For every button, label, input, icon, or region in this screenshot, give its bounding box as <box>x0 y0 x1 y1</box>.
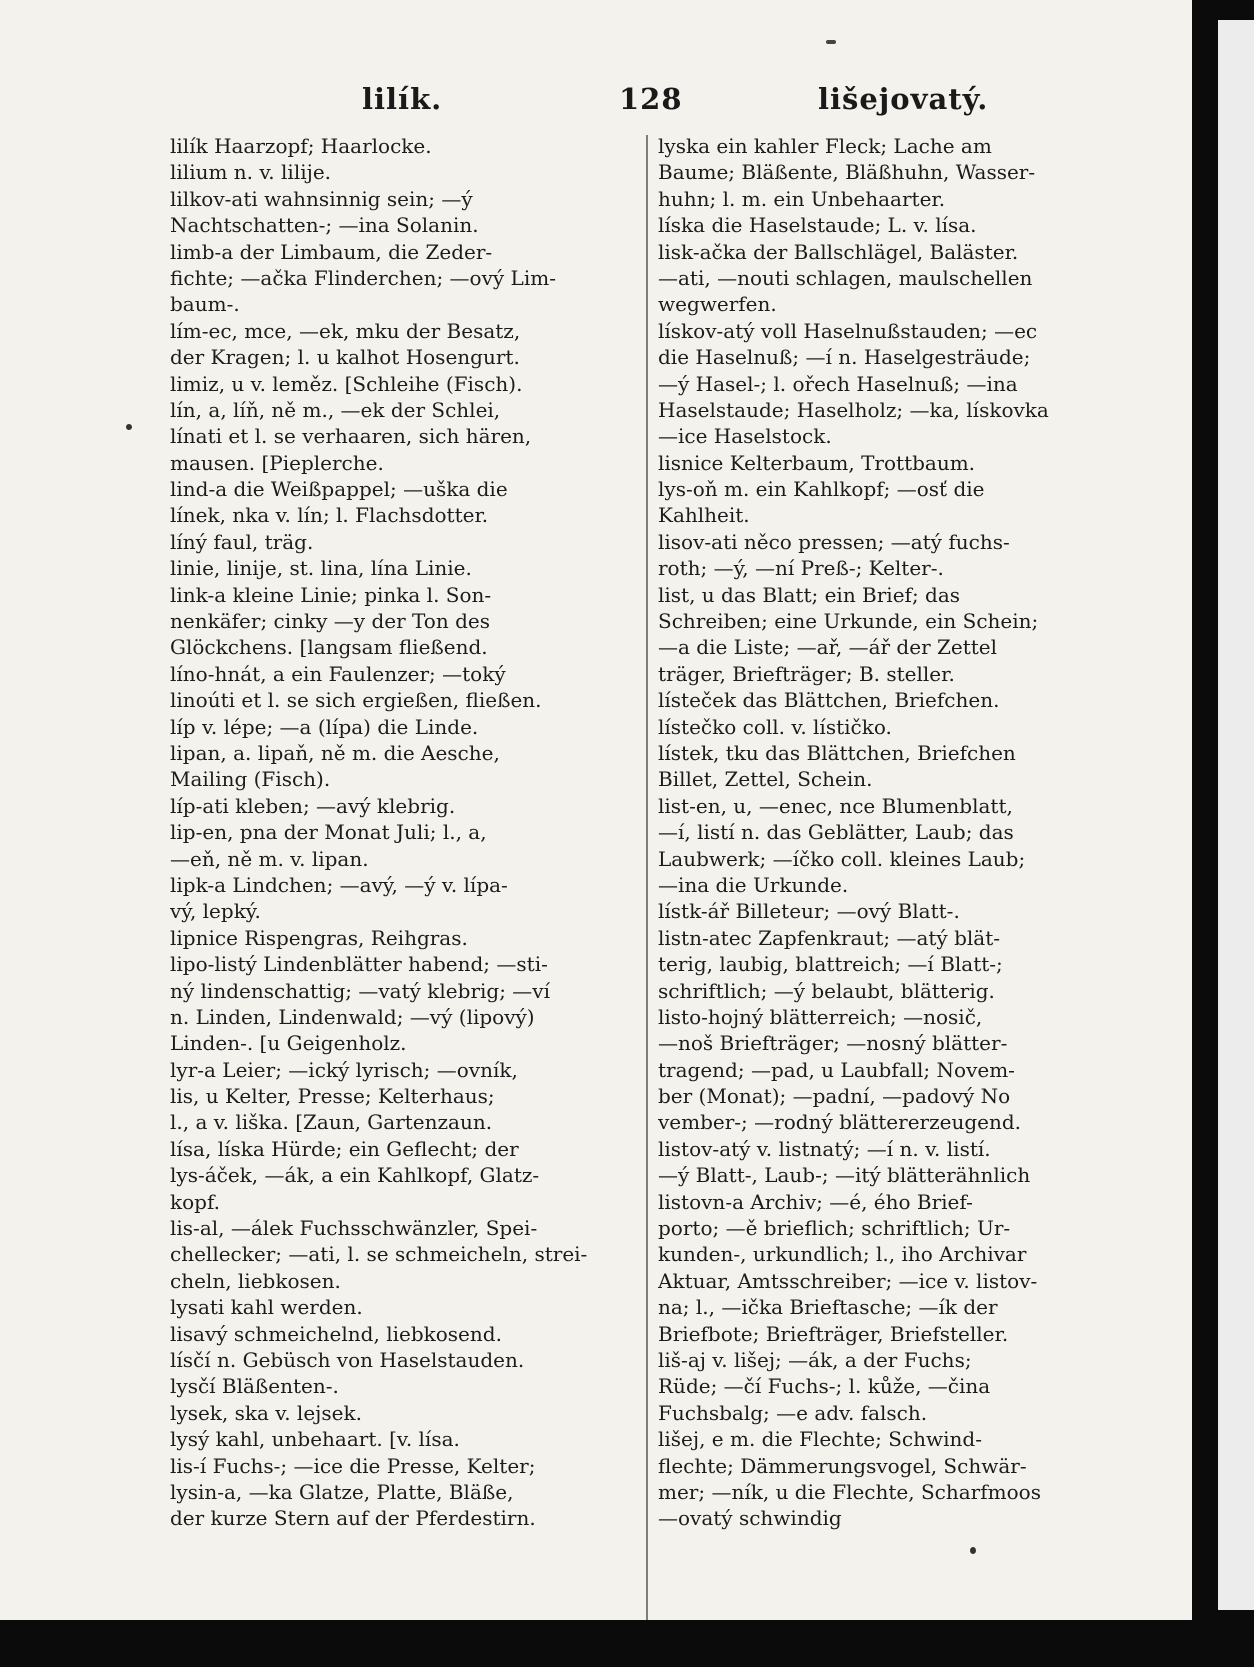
entry-line: kopf. <box>170 1189 221 1214</box>
entry-line: wegwerfen. <box>658 292 777 317</box>
entry-line: limb-a der Limbaum, die Zeder- <box>170 239 493 264</box>
entry-line: baum-. <box>170 292 240 317</box>
entry-line: lis-í Fuchs-; —ice die Presse, Kelter; <box>170 1453 536 1478</box>
right-running-headword: lišejovatý. <box>818 82 989 116</box>
entry-line: na; l., —ička Brieftasche; —ík der <box>658 1295 998 1320</box>
facing-page-edge <box>1192 0 1254 1667</box>
entry-line: lipan, a. lipaň, ně m. die Aesche, <box>170 740 500 765</box>
entry-line: lysin-a, —ka Glatze, Platte, Bläße, <box>170 1479 514 1504</box>
entry-line: listo-hojný blätterreich; —nosič, <box>658 1004 983 1029</box>
entry-line: ber (Monat); —padní, —padový No <box>658 1084 1011 1109</box>
entry-line: Fuchsbalg; —e adv. falsch. <box>658 1400 928 1425</box>
entry-line: —noš Briefträger; —nosný blätter- <box>658 1031 1008 1056</box>
entry-line: lilkov-ati wahnsinnig sein; —ý <box>170 186 473 211</box>
entry-line: lysek, ska v. lejsek. <box>170 1400 362 1425</box>
entry-line: lísteček das Blättchen, Briefchen. <box>658 688 1000 713</box>
margin-speck <box>126 424 132 430</box>
entry-line: Baume; Bläßente, Bläßhuhn, Wasser- <box>658 160 1036 185</box>
page-number: 128 <box>619 82 683 116</box>
entry-line: —eň, ně m. v. lipan. <box>170 846 369 871</box>
entry-line: lisov-ati něco pressen; —atý fuchs- <box>658 529 1010 554</box>
entry-line: n. Linden, Lindenwald; —vý (lipový) <box>170 1004 535 1029</box>
entry-line: lisnice Kelterbaum, Trottbaum. <box>658 450 976 475</box>
entry-line: Laubwerk; —íčko coll. kleines Laub; <box>658 846 1026 871</box>
entry-line: lyr-a Leier; —ický lyrisch; —ovník, <box>170 1057 518 1082</box>
entry-line: lind-a die Weißpappel; —uška die <box>170 477 508 502</box>
margin-speck <box>970 1547 976 1554</box>
entry-line: Glöckchens. [langsam fließend. <box>170 635 488 660</box>
entry-line: tragend; —pad, u Laubfall; Novem- <box>658 1057 1015 1082</box>
entry-line: Schreiben; eine Urkunde, ein Schein; <box>658 609 1039 634</box>
entry-line: lísa, líska Hürde; ein Geflecht; der <box>170 1136 519 1161</box>
entry-line: Aktuar, Amtsschreiber; —ice v. listov- <box>658 1268 1038 1293</box>
entry-line: líný faul, träg. <box>170 529 314 554</box>
entry-line: kunden-, urkundlich; l., iho Archivar <box>658 1242 1027 1267</box>
entry-line: lístk-ář Billeteur; —ový Blatt-. <box>658 899 960 924</box>
entry-line: linoúti et l. se sich ergießen, fließen. <box>170 688 542 713</box>
entry-line: lysčí Bläßenten-. <box>170 1374 339 1399</box>
entry-line: flechte; Dämmerungsvogel, Schwär- <box>658 1453 1027 1478</box>
entry-line: lilium n. v. lilije. <box>170 160 332 185</box>
entry-line: lístečko coll. v. lístičko. <box>658 714 892 739</box>
entry-line: lím-ec, mce, —ek, mku der Besatz, <box>170 318 521 343</box>
entry-line: lišej, e m. die Flechte; Schwind- <box>658 1427 982 1452</box>
entry-line: linie, linije, st. lina, lína Linie. <box>170 556 472 581</box>
entry-line: —ati, —nouti schlagen, maulschellen <box>658 265 1033 290</box>
entry-line: nenkäfer; cinky —y der Ton des <box>170 609 490 634</box>
entry-line: Briefbote; Briefträger, Briefsteller. <box>658 1321 1009 1346</box>
entry-line: cheln, liebkosen. <box>170 1268 341 1293</box>
entry-line: lys-oň m. ein Kahlkopf; —osť die <box>658 477 985 502</box>
entry-line: lysý kahl, unbehaart. [v. lísa. <box>170 1427 460 1452</box>
entry-line: lis, u Kelter, Presse; Kelterhaus; <box>170 1084 495 1109</box>
column-divider <box>646 135 648 1620</box>
entry-line: mausen. [Pieplerche. <box>170 450 384 475</box>
entry-line: fichte; —ačka Flinderchen; —ový Lim- <box>170 265 556 290</box>
entry-line: lístek, tku das Blättchen, Briefchen <box>658 740 1016 765</box>
entry-line: terig, laubig, blattreich; —í Blatt-; <box>658 952 1003 977</box>
entry-line: Haselstaude; Haselholz; —ka, lískovka <box>658 397 1049 422</box>
entry-line: lisavý schmeichelnd, liebkosend. <box>170 1321 502 1346</box>
entry-line: —ice Haselstock. <box>658 424 832 449</box>
entry-line: Billet, Zettel, Schein. <box>658 767 873 792</box>
entry-line: mer; —ník, u die Flechte, Scharfmoos <box>658 1479 1041 1504</box>
entry-line: lipnice Rispengras, Reihgras. <box>170 925 468 950</box>
entry-line: lilík Haarzopf; Haarlocke. <box>170 134 432 158</box>
entry-line: l., a v. liška. [Zaun, Gartenzaun. <box>170 1110 493 1135</box>
entry-line: Kahlheit. <box>658 503 750 528</box>
entry-line: vember-; —rodný blättererzeugend. <box>658 1110 1022 1135</box>
entry-line: lyska ein kahler Fleck; Lache am <box>658 134 992 158</box>
scan-border <box>0 1620 1254 1667</box>
entry-line: listov-atý v. listnatý; —í n. v. listí. <box>658 1136 991 1161</box>
entry-line: lisk-ačka der Ballschlägel, Baläster. <box>658 239 1019 264</box>
entry-line: vý, lepký. <box>170 899 261 924</box>
entry-line: list-en, u, —enec, nce Blumenblatt, <box>658 793 1013 818</box>
entry-line: lys-áček, —ák, a ein Kahlkopf, Glatz- <box>170 1163 540 1188</box>
entry-line: liš-aj v. lišej; —ák, a der Fuchs; <box>658 1347 972 1372</box>
entry-line: roth; —ý, —ní Preß-; Kelter-. <box>658 556 944 581</box>
entry-line: list, u das Blatt; ein Brief; das <box>658 582 961 607</box>
entry-line: lysati kahl werden. <box>170 1295 363 1320</box>
entry-line: Mailing (Fisch). <box>170 767 331 792</box>
entry-line: limiz, u v. leměz. [Schleihe (Fisch). <box>170 371 523 396</box>
entry-line: línek, nka v. lín; l. Flachsdotter. <box>170 503 489 528</box>
entry-line: líska die Haselstaude; L. v. lísa. <box>658 213 977 238</box>
entry-line: Nachtschatten-; —ina Solanin. <box>170 213 479 238</box>
entry-line: lis-al, —álek Fuchsschwänzler, Spei- <box>170 1216 538 1241</box>
entry-line: Linden-. [u Geigenholz. <box>170 1031 407 1056</box>
entry-line: die Haselnuß; —í n. Haselgesträude; <box>658 345 1031 370</box>
left-running-headword: lilík. <box>362 82 443 116</box>
entry-line: lín, a, líň, ně m., —ek der Schlei, <box>170 397 501 422</box>
entry-line: der kurze Stern auf der Pferdestirn. <box>170 1506 536 1531</box>
entry-line: chellecker; —ati, l. se schmeicheln, strei- <box>170 1242 588 1267</box>
left-column <box>170 133 632 1532</box>
entry-line: —ý Blatt-, Laub-; —itý blätterähnlich <box>658 1163 1031 1188</box>
entry-line: lipk-a Lindchen; —avý, —ý v. lípa- <box>170 872 508 897</box>
entry-line: lip-en, pna der Monat Juli; l., a, <box>170 820 487 845</box>
entry-line: líno-hnát, a ein Faulenzer; —toký <box>170 661 506 686</box>
entry-line: huhn; l. m. ein Unbehaarter. <box>658 186 946 211</box>
entry-line: träger, Briefträger; B. steller. <box>658 661 955 686</box>
entry-line: ný lindenschattig; —vatý klebrig; —ví <box>170 978 550 1003</box>
entry-line: listovn-a Archiv; —é, ého Brief- <box>658 1189 973 1214</box>
entry-line: —í, listí n. das Geblätter, Laub; das <box>658 820 1014 845</box>
entry-line: —ovatý schwindig <box>658 1506 842 1531</box>
entry-line: —ý Hasel-; l. ořech Haselnuß; —ina <box>658 371 1018 396</box>
entry-line: —ina die Urkunde. <box>658 872 849 897</box>
entry-line: líp-ati kleben; —avý klebrig. <box>170 793 456 818</box>
entry-line: schriftlich; —ý belaubt, blätterig. <box>658 978 995 1003</box>
entry-line: der Kragen; l. u kalhot Hosengurt. <box>170 345 520 370</box>
scan-speck <box>826 40 836 44</box>
entry-line: Rüde; —čí Fuchs-; l. kůže, —čina <box>658 1374 991 1399</box>
entry-line: líp v. lépe; —a (lípa) die Linde. <box>170 714 479 739</box>
entry-line: lísčí n. Gebüsch von Haselstauden. <box>170 1347 525 1372</box>
entry-line: lipo-listý Lindenblätter habend; —sti- <box>170 952 548 977</box>
right-column <box>658 133 1120 1532</box>
entry-line: porto; —ě brieflich; schriftlich; Ur- <box>658 1216 1011 1241</box>
entry-line: lískov-atý voll Haselnußstauden; —ec <box>658 318 1038 343</box>
entry-line: línati et l. se verhaaren, sich hären, <box>170 424 532 449</box>
entry-line: —a die Liste; —ař, —ář der Zettel <box>658 635 998 660</box>
entry-line: link-a kleine Linie; pinka l. Son- <box>170 582 492 607</box>
entry-line: listn-atec Zapfenkraut; —atý blät- <box>658 925 1000 950</box>
